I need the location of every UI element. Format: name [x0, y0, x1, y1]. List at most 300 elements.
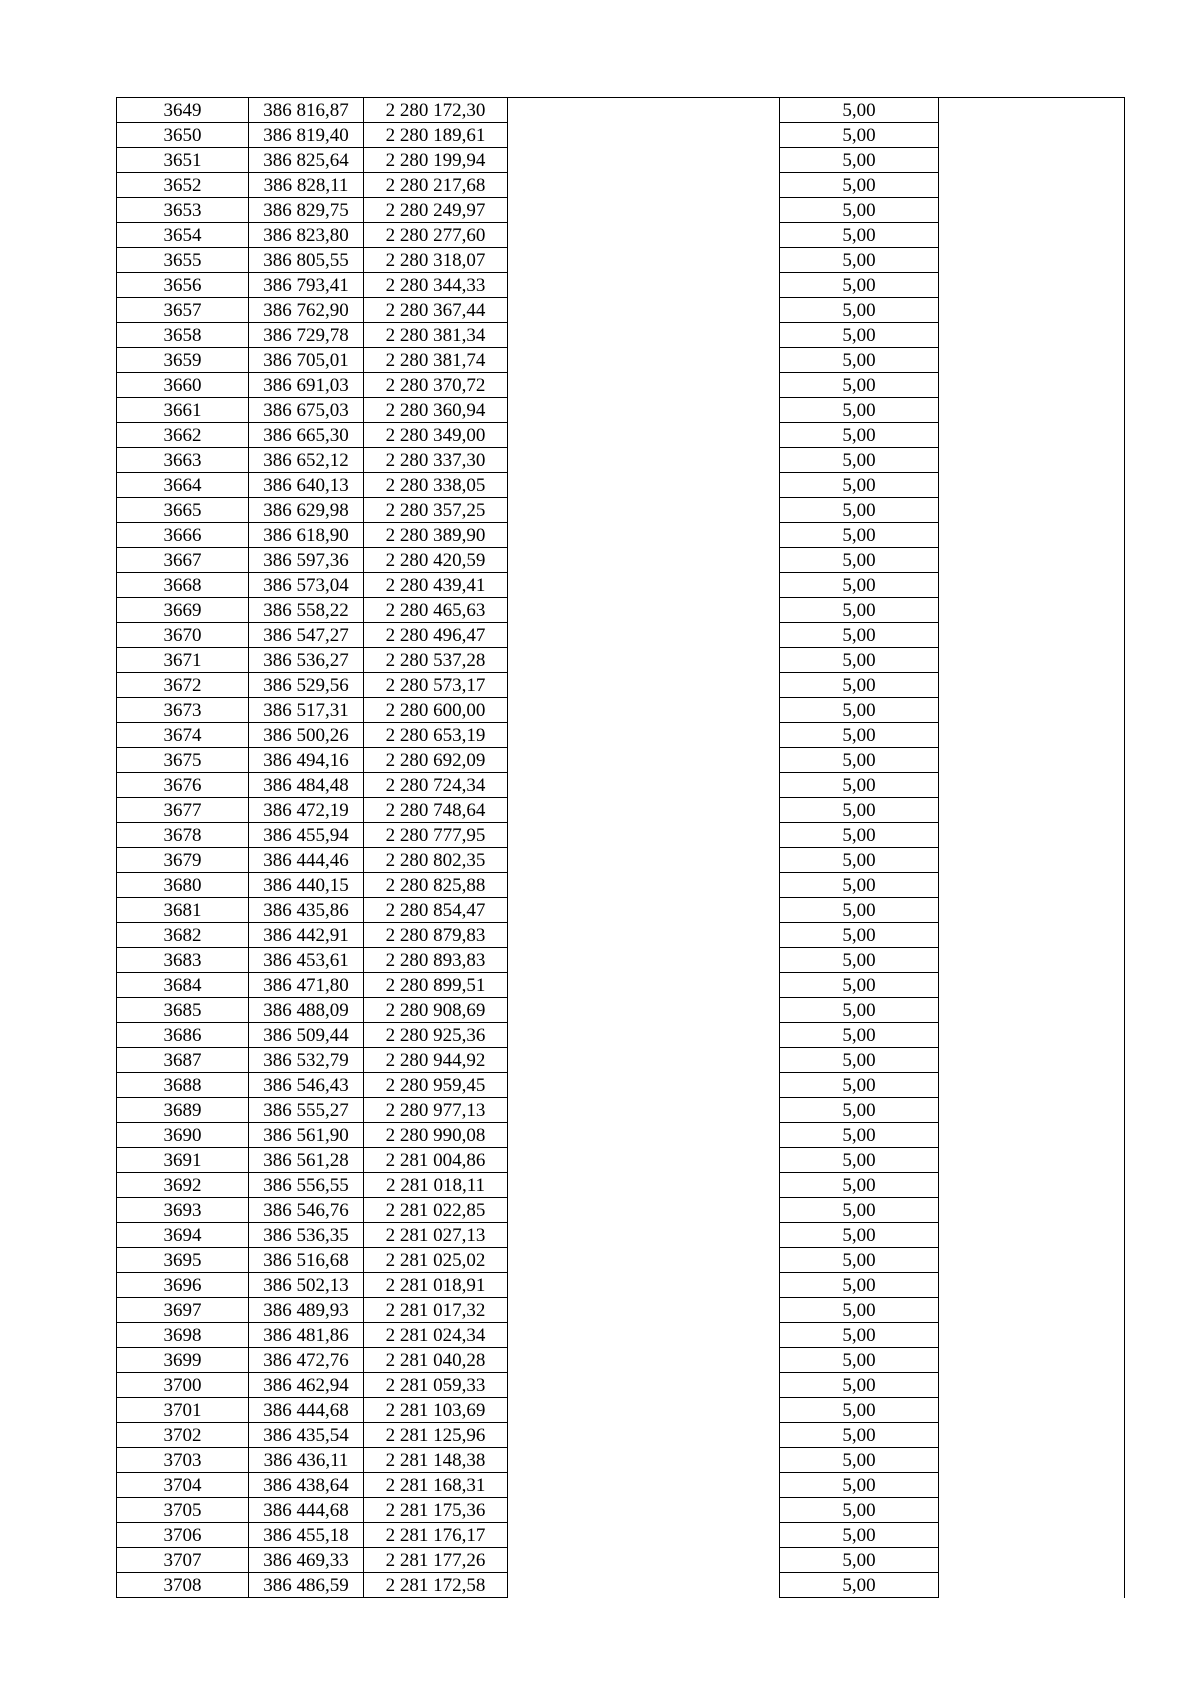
empty-cell	[939, 1098, 1125, 1123]
accuracy-cell: 5,00	[780, 1048, 939, 1073]
x-coordinate-cell: 386 494,16	[249, 748, 364, 773]
y-coordinate-cell: 2 281 018,91	[364, 1273, 508, 1298]
y-coordinate-cell: 2 280 990,08	[364, 1123, 508, 1148]
empty-cell	[508, 1423, 780, 1448]
accuracy-cell: 5,00	[780, 1023, 939, 1048]
table-row	[117, 748, 1125, 773]
y-coordinate-cell: 2 280 465,63	[364, 598, 508, 623]
x-coordinate-cell: 386 629,98	[249, 498, 364, 523]
table-row	[117, 548, 1125, 573]
point-number-cell: 3664	[117, 473, 249, 498]
table-row	[117, 1448, 1125, 1473]
y-coordinate-cell: 2 281 025,02	[364, 1248, 508, 1273]
empty-cell	[508, 1298, 780, 1323]
accuracy-cell: 5,00	[780, 1198, 939, 1223]
accuracy-cell: 5,00	[780, 548, 939, 573]
table-row	[117, 673, 1125, 698]
empty-cell	[939, 1473, 1125, 1498]
x-coordinate-cell: 386 536,35	[249, 1223, 364, 1248]
point-number-cell: 3688	[117, 1073, 249, 1098]
accuracy-cell: 5,00	[780, 1548, 939, 1573]
x-coordinate-cell: 386 825,64	[249, 148, 364, 173]
point-number-cell: 3657	[117, 298, 249, 323]
empty-cell	[508, 1023, 780, 1048]
empty-cell	[939, 123, 1125, 148]
empty-cell	[939, 273, 1125, 298]
x-coordinate-cell: 386 472,76	[249, 1348, 364, 1373]
y-coordinate-cell: 2 280 600,00	[364, 698, 508, 723]
point-number-cell: 3668	[117, 573, 249, 598]
table-row	[117, 98, 1125, 123]
y-coordinate-cell: 2 280 573,17	[364, 673, 508, 698]
point-number-cell: 3698	[117, 1323, 249, 1348]
empty-cell	[508, 348, 780, 373]
y-coordinate-cell: 2 280 249,97	[364, 198, 508, 223]
point-number-cell: 3695	[117, 1248, 249, 1273]
y-coordinate-cell: 2 280 777,95	[364, 823, 508, 848]
empty-cell	[508, 923, 780, 948]
accuracy-cell: 5,00	[780, 573, 939, 598]
table-row	[117, 248, 1125, 273]
empty-cell	[508, 1273, 780, 1298]
y-coordinate-cell: 2 281 004,86	[364, 1148, 508, 1173]
accuracy-cell: 5,00	[780, 1223, 939, 1248]
y-coordinate-cell: 2 281 040,28	[364, 1348, 508, 1373]
y-coordinate-cell: 2 280 172,30	[364, 98, 508, 123]
accuracy-cell: 5,00	[780, 1473, 939, 1498]
y-coordinate-cell: 2 281 103,69	[364, 1398, 508, 1423]
accuracy-cell: 5,00	[780, 1348, 939, 1373]
empty-cell	[508, 973, 780, 998]
table-row	[117, 1548, 1125, 1573]
empty-cell	[508, 1323, 780, 1348]
y-coordinate-cell: 2 281 176,17	[364, 1523, 508, 1548]
accuracy-cell: 5,00	[780, 98, 939, 123]
empty-cell	[508, 1223, 780, 1248]
x-coordinate-cell: 386 705,01	[249, 348, 364, 373]
x-coordinate-cell: 386 469,33	[249, 1548, 364, 1573]
table-row	[117, 1348, 1125, 1373]
empty-cell	[508, 873, 780, 898]
y-coordinate-cell: 2 280 439,41	[364, 573, 508, 598]
accuracy-cell: 5,00	[780, 823, 939, 848]
y-coordinate-cell: 2 280 381,74	[364, 348, 508, 373]
empty-cell	[508, 1173, 780, 1198]
accuracy-cell: 5,00	[780, 423, 939, 448]
y-coordinate-cell: 2 281 125,96	[364, 1423, 508, 1448]
table-row	[117, 473, 1125, 498]
empty-cell	[939, 223, 1125, 248]
accuracy-cell: 5,00	[780, 798, 939, 823]
table-row	[117, 1073, 1125, 1098]
y-coordinate-cell: 2 280 893,83	[364, 948, 508, 973]
accuracy-cell: 5,00	[780, 1123, 939, 1148]
x-coordinate-cell: 386 547,27	[249, 623, 364, 648]
x-coordinate-cell: 386 675,03	[249, 398, 364, 423]
empty-cell	[939, 623, 1125, 648]
table-row	[117, 798, 1125, 823]
y-coordinate-cell: 2 280 899,51	[364, 973, 508, 998]
empty-cell	[508, 473, 780, 498]
empty-cell	[508, 1123, 780, 1148]
point-number-cell: 3679	[117, 848, 249, 873]
point-number-cell: 3676	[117, 773, 249, 798]
y-coordinate-cell: 2 280 217,68	[364, 173, 508, 198]
table-row	[117, 973, 1125, 998]
y-coordinate-cell: 2 281 172,58	[364, 1573, 508, 1598]
empty-cell	[508, 223, 780, 248]
empty-cell	[939, 473, 1125, 498]
point-number-cell: 3653	[117, 198, 249, 223]
y-coordinate-cell: 2 280 189,61	[364, 123, 508, 148]
accuracy-cell: 5,00	[780, 398, 939, 423]
table-row	[117, 1198, 1125, 1223]
empty-cell	[508, 498, 780, 523]
empty-cell	[508, 823, 780, 848]
table-row	[117, 623, 1125, 648]
accuracy-cell: 5,00	[780, 273, 939, 298]
empty-cell	[939, 548, 1125, 573]
point-number-cell: 3670	[117, 623, 249, 648]
empty-cell	[508, 1498, 780, 1523]
accuracy-cell: 5,00	[780, 748, 939, 773]
point-number-cell: 3689	[117, 1098, 249, 1123]
y-coordinate-cell: 2 280 692,09	[364, 748, 508, 773]
x-coordinate-cell: 386 829,75	[249, 198, 364, 223]
x-coordinate-cell: 386 509,44	[249, 1023, 364, 1048]
empty-cell	[939, 1148, 1125, 1173]
table-row	[117, 1248, 1125, 1273]
empty-cell	[508, 448, 780, 473]
x-coordinate-cell: 386 762,90	[249, 298, 364, 323]
point-number-cell: 3683	[117, 948, 249, 973]
x-coordinate-cell: 386 819,40	[249, 123, 364, 148]
coordinates-table	[116, 97, 1125, 1598]
empty-cell	[508, 573, 780, 598]
point-number-cell: 3673	[117, 698, 249, 723]
empty-cell	[508, 1248, 780, 1273]
accuracy-cell: 5,00	[780, 598, 939, 623]
y-coordinate-cell: 2 280 389,90	[364, 523, 508, 548]
accuracy-cell: 5,00	[780, 1498, 939, 1523]
table-row	[117, 1123, 1125, 1148]
point-number-cell: 3655	[117, 248, 249, 273]
accuracy-cell: 5,00	[780, 898, 939, 923]
empty-cell	[939, 173, 1125, 198]
table-row	[117, 923, 1125, 948]
empty-cell	[939, 573, 1125, 598]
point-number-cell: 3705	[117, 1498, 249, 1523]
empty-cell	[508, 1473, 780, 1498]
x-coordinate-cell: 386 444,68	[249, 1498, 364, 1523]
x-coordinate-cell: 386 729,78	[249, 323, 364, 348]
table-row	[117, 1573, 1125, 1598]
empty-cell	[508, 1398, 780, 1423]
y-coordinate-cell: 2 280 277,60	[364, 223, 508, 248]
accuracy-cell: 5,00	[780, 1298, 939, 1323]
point-number-cell: 3708	[117, 1573, 249, 1598]
point-number-cell: 3651	[117, 148, 249, 173]
point-number-cell: 3663	[117, 448, 249, 473]
x-coordinate-cell: 386 436,11	[249, 1448, 364, 1473]
empty-cell	[508, 298, 780, 323]
empty-cell	[939, 1448, 1125, 1473]
empty-cell	[508, 698, 780, 723]
x-coordinate-cell: 386 453,61	[249, 948, 364, 973]
table-row	[117, 148, 1125, 173]
empty-cell	[939, 248, 1125, 273]
point-number-cell: 3691	[117, 1148, 249, 1173]
empty-cell	[508, 273, 780, 298]
empty-cell	[508, 1048, 780, 1073]
table-row	[117, 1098, 1125, 1123]
table-row	[117, 423, 1125, 448]
y-coordinate-cell: 2 280 318,07	[364, 248, 508, 273]
point-number-cell: 3650	[117, 123, 249, 148]
accuracy-cell: 5,00	[780, 1573, 939, 1598]
accuracy-cell: 5,00	[780, 623, 939, 648]
table-row	[117, 823, 1125, 848]
x-coordinate-cell: 386 481,86	[249, 1323, 364, 1348]
empty-cell	[939, 198, 1125, 223]
empty-cell	[939, 498, 1125, 523]
x-coordinate-cell: 386 444,46	[249, 848, 364, 873]
y-coordinate-cell: 2 280 199,94	[364, 148, 508, 173]
empty-cell	[508, 723, 780, 748]
point-number-cell: 3703	[117, 1448, 249, 1473]
point-number-cell: 3674	[117, 723, 249, 748]
table-row	[117, 873, 1125, 898]
accuracy-cell: 5,00	[780, 1248, 939, 1273]
accuracy-cell: 5,00	[780, 873, 939, 898]
x-coordinate-cell: 386 640,13	[249, 473, 364, 498]
x-coordinate-cell: 386 517,31	[249, 698, 364, 723]
accuracy-cell: 5,00	[780, 973, 939, 998]
empty-cell	[508, 1373, 780, 1398]
accuracy-cell: 5,00	[780, 373, 939, 398]
table-row	[117, 1373, 1125, 1398]
accuracy-cell: 5,00	[780, 1398, 939, 1423]
empty-cell	[939, 1548, 1125, 1573]
empty-cell	[508, 1098, 780, 1123]
empty-cell	[939, 1498, 1125, 1523]
empty-cell	[939, 923, 1125, 948]
point-number-cell: 3666	[117, 523, 249, 548]
coordinates-table-body	[117, 98, 1125, 1598]
point-number-cell: 3656	[117, 273, 249, 298]
point-number-cell: 3672	[117, 673, 249, 698]
table-row	[117, 998, 1125, 1023]
empty-cell	[939, 973, 1125, 998]
accuracy-cell: 5,00	[780, 523, 939, 548]
empty-cell	[508, 648, 780, 673]
accuracy-cell: 5,00	[780, 923, 939, 948]
empty-cell	[508, 998, 780, 1023]
empty-cell	[939, 1523, 1125, 1548]
table-row	[117, 223, 1125, 248]
x-coordinate-cell: 386 455,18	[249, 1523, 364, 1548]
point-number-cell: 3660	[117, 373, 249, 398]
point-number-cell: 3677	[117, 798, 249, 823]
x-coordinate-cell: 386 561,90	[249, 1123, 364, 1148]
accuracy-cell: 5,00	[780, 1173, 939, 1198]
point-number-cell: 3694	[117, 1223, 249, 1248]
y-coordinate-cell: 2 280 959,45	[364, 1073, 508, 1098]
accuracy-cell: 5,00	[780, 673, 939, 698]
y-coordinate-cell: 2 280 925,36	[364, 1023, 508, 1048]
point-number-cell: 3665	[117, 498, 249, 523]
empty-cell	[939, 848, 1125, 873]
table-row	[117, 1273, 1125, 1298]
table-row	[117, 1423, 1125, 1448]
empty-cell	[508, 948, 780, 973]
table-row	[117, 1148, 1125, 1173]
accuracy-cell: 5,00	[780, 473, 939, 498]
y-coordinate-cell: 2 280 537,28	[364, 648, 508, 673]
x-coordinate-cell: 386 532,79	[249, 1048, 364, 1073]
empty-cell	[939, 298, 1125, 323]
empty-cell	[939, 1323, 1125, 1348]
x-coordinate-cell: 386 500,26	[249, 723, 364, 748]
empty-cell	[508, 548, 780, 573]
accuracy-cell: 5,00	[780, 1423, 939, 1448]
empty-cell	[508, 98, 780, 123]
empty-cell	[939, 373, 1125, 398]
accuracy-cell: 5,00	[780, 123, 939, 148]
point-number-cell: 3661	[117, 398, 249, 423]
point-number-cell: 3706	[117, 1523, 249, 1548]
x-coordinate-cell: 386 486,59	[249, 1573, 364, 1598]
table-row	[117, 398, 1125, 423]
point-number-cell: 3684	[117, 973, 249, 998]
point-number-cell: 3669	[117, 598, 249, 623]
y-coordinate-cell: 2 281 177,26	[364, 1548, 508, 1573]
y-coordinate-cell: 2 280 748,64	[364, 798, 508, 823]
table-row	[117, 323, 1125, 348]
table-row	[117, 848, 1125, 873]
x-coordinate-cell: 386 573,04	[249, 573, 364, 598]
y-coordinate-cell: 2 280 908,69	[364, 998, 508, 1023]
table-row	[117, 948, 1125, 973]
point-number-cell: 3680	[117, 873, 249, 898]
x-coordinate-cell: 386 462,94	[249, 1373, 364, 1398]
x-coordinate-cell: 386 472,19	[249, 798, 364, 823]
accuracy-cell: 5,00	[780, 148, 939, 173]
empty-cell	[939, 648, 1125, 673]
empty-cell	[939, 798, 1125, 823]
x-coordinate-cell: 386 555,27	[249, 1098, 364, 1123]
x-coordinate-cell: 386 435,54	[249, 1423, 364, 1448]
table-row	[117, 348, 1125, 373]
empty-cell	[939, 1123, 1125, 1148]
y-coordinate-cell: 2 281 175,36	[364, 1498, 508, 1523]
table-row	[117, 173, 1125, 198]
x-coordinate-cell: 386 665,30	[249, 423, 364, 448]
empty-cell	[939, 1223, 1125, 1248]
table-row	[117, 1048, 1125, 1073]
x-coordinate-cell: 386 516,68	[249, 1248, 364, 1273]
x-coordinate-cell: 386 442,91	[249, 923, 364, 948]
x-coordinate-cell: 386 828,11	[249, 173, 364, 198]
empty-cell	[508, 1198, 780, 1223]
table-row	[117, 1323, 1125, 1348]
empty-cell	[939, 1198, 1125, 1223]
accuracy-cell: 5,00	[780, 448, 939, 473]
accuracy-cell: 5,00	[780, 1373, 939, 1398]
empty-cell	[508, 248, 780, 273]
point-number-cell: 3654	[117, 223, 249, 248]
accuracy-cell: 5,00	[780, 1323, 939, 1348]
empty-cell	[939, 148, 1125, 173]
table-row	[117, 373, 1125, 398]
empty-cell	[939, 1573, 1125, 1598]
table-row	[117, 498, 1125, 523]
point-number-cell: 3652	[117, 173, 249, 198]
y-coordinate-cell: 2 280 349,00	[364, 423, 508, 448]
point-number-cell: 3693	[117, 1198, 249, 1223]
accuracy-cell: 5,00	[780, 348, 939, 373]
empty-cell	[508, 373, 780, 398]
point-number-cell: 3681	[117, 898, 249, 923]
empty-cell	[508, 1348, 780, 1373]
y-coordinate-cell: 2 280 338,05	[364, 473, 508, 498]
point-number-cell: 3659	[117, 348, 249, 373]
accuracy-cell: 5,00	[780, 773, 939, 798]
y-coordinate-cell: 2 280 337,30	[364, 448, 508, 473]
point-number-cell: 3700	[117, 1373, 249, 1398]
y-coordinate-cell: 2 281 024,34	[364, 1323, 508, 1348]
empty-cell	[939, 998, 1125, 1023]
accuracy-cell: 5,00	[780, 698, 939, 723]
empty-cell	[939, 948, 1125, 973]
empty-cell	[508, 1073, 780, 1098]
empty-cell	[939, 698, 1125, 723]
x-coordinate-cell: 386 438,64	[249, 1473, 364, 1498]
accuracy-cell: 5,00	[780, 198, 939, 223]
point-number-cell: 3685	[117, 998, 249, 1023]
empty-cell	[508, 198, 780, 223]
empty-cell	[939, 1023, 1125, 1048]
table-row	[117, 523, 1125, 548]
empty-cell	[508, 673, 780, 698]
point-number-cell: 3658	[117, 323, 249, 348]
accuracy-cell: 5,00	[780, 723, 939, 748]
empty-cell	[939, 1298, 1125, 1323]
accuracy-cell: 5,00	[780, 1148, 939, 1173]
point-number-cell: 3699	[117, 1348, 249, 1373]
point-number-cell: 3697	[117, 1298, 249, 1323]
table-row	[117, 1473, 1125, 1498]
x-coordinate-cell: 386 502,13	[249, 1273, 364, 1298]
x-coordinate-cell: 386 536,27	[249, 648, 364, 673]
x-coordinate-cell: 386 546,43	[249, 1073, 364, 1098]
y-coordinate-cell: 2 280 944,92	[364, 1048, 508, 1073]
table-row	[117, 1298, 1125, 1323]
y-coordinate-cell: 2 281 027,13	[364, 1223, 508, 1248]
accuracy-cell: 5,00	[780, 223, 939, 248]
x-coordinate-cell: 386 561,28	[249, 1148, 364, 1173]
empty-cell	[508, 748, 780, 773]
x-coordinate-cell: 386 471,80	[249, 973, 364, 998]
empty-cell	[939, 748, 1125, 773]
empty-cell	[508, 173, 780, 198]
table-row	[117, 1023, 1125, 1048]
empty-cell	[939, 523, 1125, 548]
accuracy-cell: 5,00	[780, 1098, 939, 1123]
empty-cell	[939, 898, 1125, 923]
point-number-cell: 3682	[117, 923, 249, 948]
point-number-cell: 3687	[117, 1048, 249, 1073]
